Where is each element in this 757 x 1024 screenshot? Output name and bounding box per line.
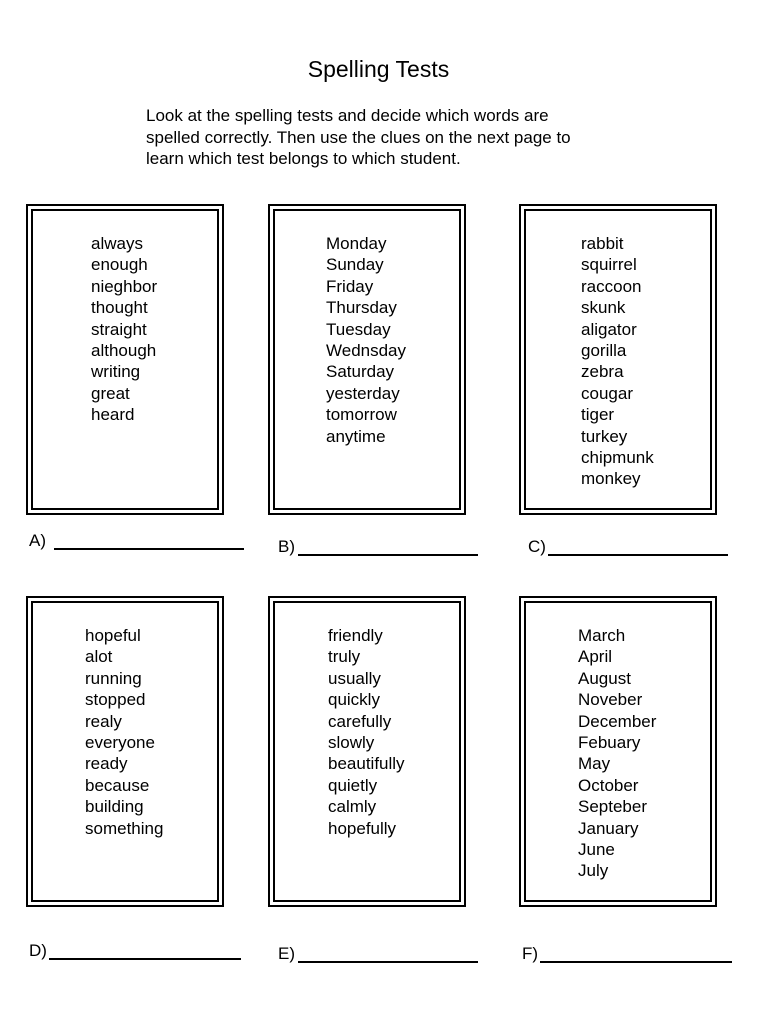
spelling-word: thought: [91, 298, 148, 318]
answer-line-d[interactable]: [49, 958, 241, 960]
spelling-word: heard: [91, 405, 135, 425]
spelling-word: friendly: [328, 626, 383, 645]
spelling-word: gorilla: [581, 341, 627, 361]
spelling-word: skunk: [581, 298, 626, 318]
spelling-word: July: [578, 861, 609, 881]
spelling-word: beautifully: [328, 754, 405, 774]
spelling-test-box-inner: [524, 601, 712, 902]
spelling-word: building: [85, 797, 144, 817]
word-list-d: [85, 625, 163, 839]
spelling-word: monkey: [581, 469, 641, 489]
answer-d: [29, 941, 241, 961]
spelling-test-box-a: [26, 204, 224, 515]
word-list-c: [581, 233, 654, 490]
answer-line-c[interactable]: [548, 554, 728, 556]
spelling-word: yesterday: [326, 383, 400, 403]
answer-line-f[interactable]: [540, 961, 732, 963]
spelling-test-box-b: [268, 204, 466, 515]
spelling-word: May: [578, 754, 611, 774]
instructions-line: learn which test belongs to which student.: [146, 149, 461, 168]
spelling-word: April: [578, 647, 613, 667]
spelling-word: October: [578, 775, 639, 795]
spelling-test-box-c: [519, 204, 717, 515]
spelling-word: hopefully: [328, 818, 397, 838]
spelling-word: calmly: [328, 797, 377, 817]
spelling-word: quietly: [328, 775, 378, 795]
word-list-e: [328, 625, 405, 839]
spelling-word: zebra: [581, 362, 624, 382]
word-list-f: [578, 625, 656, 882]
spelling-word: although: [91, 341, 157, 361]
spelling-word: Tuesday: [326, 319, 391, 339]
spelling-word: something: [85, 818, 164, 838]
spelling-word: straight: [91, 319, 147, 339]
spelling-test-box-e: [268, 596, 466, 907]
answer-f: [522, 944, 732, 964]
spelling-word: because: [85, 775, 150, 795]
answer-line-b[interactable]: [298, 554, 478, 556]
answer-label-c: C): [528, 537, 546, 556]
spelling-word: carefully: [328, 711, 392, 731]
spelling-word: Wednsday: [326, 341, 407, 361]
spelling-word: rabbit: [581, 234, 624, 253]
spelling-word: anytime: [326, 426, 386, 446]
spelling-word: Monday: [326, 234, 387, 253]
page-title: Spelling Tests: [307, 56, 450, 82]
spelling-test-box-f: [519, 596, 717, 907]
spelling-word: hopeful: [85, 626, 141, 645]
answer-label-e: E): [278, 944, 295, 963]
spelling-word: December: [578, 711, 657, 731]
spelling-word: usually: [328, 668, 381, 688]
spelling-word: March: [578, 626, 626, 645]
spelling-test-box-inner: [31, 601, 219, 902]
spelling-word: quickly: [328, 690, 380, 710]
answer-e: [278, 944, 478, 964]
answer-a: [29, 531, 245, 551]
spelling-test-box-inner: [273, 209, 461, 510]
spelling-word: stopped: [85, 690, 146, 710]
spelling-word: alot: [85, 647, 113, 667]
answer-b: [278, 537, 478, 557]
word-list-b: [326, 233, 406, 447]
spelling-word: squirrel: [581, 255, 637, 275]
answer-line-e[interactable]: [298, 961, 478, 963]
spelling-word: chipmunk: [581, 448, 654, 468]
spelling-word: tiger: [581, 405, 615, 425]
spelling-word: June: [578, 840, 615, 860]
answer-label-d: D): [29, 941, 47, 960]
spelling-word: writing: [91, 362, 141, 382]
spelling-word: Saturday: [326, 362, 395, 382]
spelling-test-box-inner: [273, 601, 461, 902]
spelling-word: realy: [85, 711, 122, 731]
spelling-test-box-inner: [524, 209, 712, 510]
spelling-word: Sunday: [326, 255, 384, 275]
spelling-word: cougar: [581, 383, 633, 403]
spelling-word: great: [91, 383, 130, 403]
word-list-a: [91, 233, 157, 426]
spelling-word: always: [91, 234, 143, 253]
spelling-word: January: [578, 818, 639, 838]
spelling-word: raccoon: [581, 276, 642, 296]
spelling-word: slowly: [328, 733, 375, 753]
answer-label-b: B): [278, 537, 295, 556]
spelling-word: ready: [85, 754, 128, 774]
spelling-test-box-d: [26, 596, 224, 907]
spelling-word: nieghbor: [91, 276, 158, 296]
spelling-word: turkey: [581, 426, 628, 446]
spelling-word: running: [85, 668, 142, 688]
instructions-line: Look at the spelling tests and decide which words are: [146, 106, 549, 125]
spelling-word: Noveber: [578, 690, 643, 710]
spelling-word: August: [578, 668, 631, 688]
spelling-word: Febuary: [578, 733, 641, 753]
spelling-word: aligator: [581, 319, 637, 339]
spelling-test-box-inner: [31, 209, 219, 510]
spelling-word: tomorrow: [326, 405, 397, 425]
spelling-word: everyone: [85, 733, 155, 753]
instructions: [146, 105, 646, 170]
spelling-word: enough: [91, 255, 148, 275]
spelling-word: Thursday: [326, 298, 397, 318]
answer-c: [528, 537, 728, 557]
spelling-word: Friday: [326, 276, 374, 296]
answer-label-f: F): [522, 944, 539, 963]
answer-line-a[interactable]: [54, 548, 244, 550]
spelling-word: truly: [328, 647, 361, 667]
answer-label-a: A): [29, 531, 46, 550]
instructions-line: spelled correctly. Then use the clues on the next page to: [146, 127, 571, 147]
spelling-word: Septeber: [578, 797, 647, 817]
